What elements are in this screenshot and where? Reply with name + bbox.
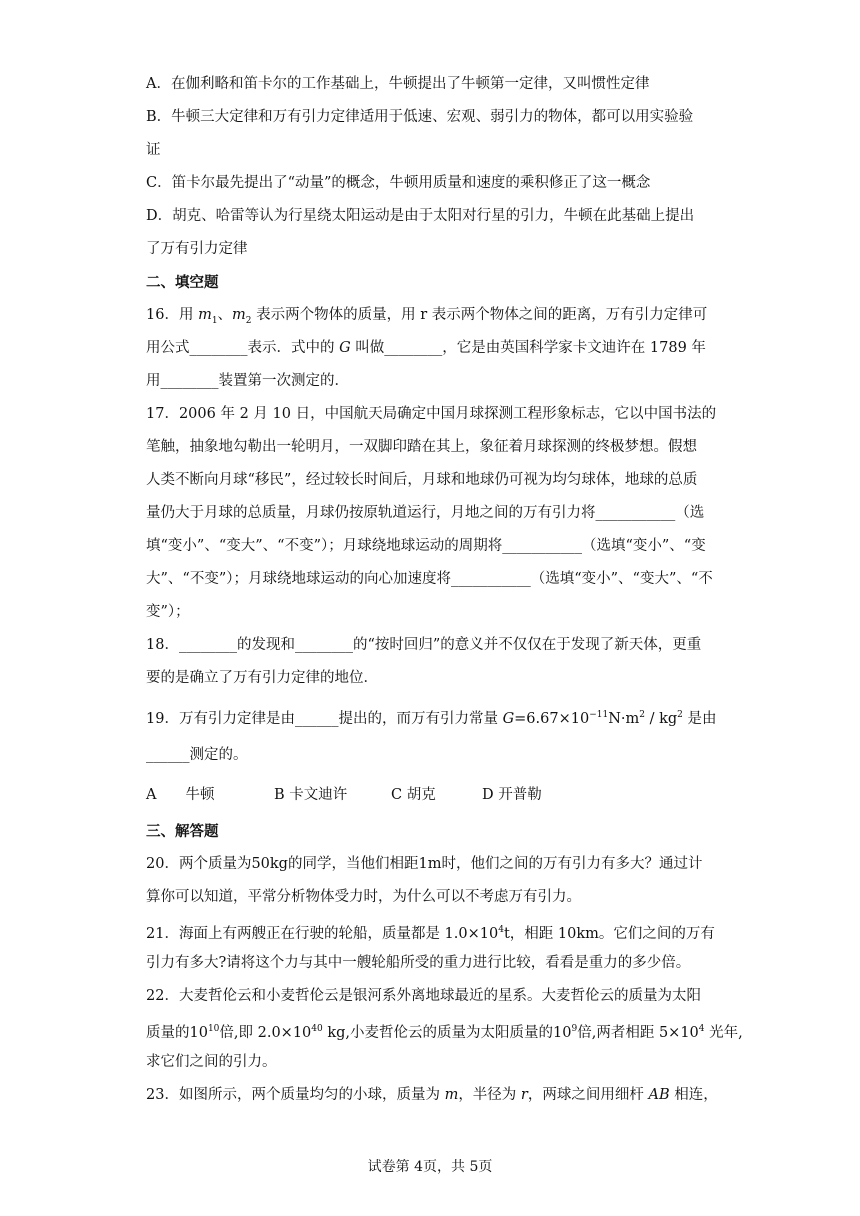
q17-line5: 填“变小”、“变大”、“不变”）；月球绕地球运动的周期将___________（选填“变小”、“变	[146, 538, 706, 554]
q19-options	[146, 775, 718, 815]
q16-line1: 16．用 $m_1$、$m_2$ 表示两个物体的质量，用 r 表示两个物体之间的距离，万有引力定律可	[146, 307, 708, 326]
page-footer: 试卷第 4页，共 5页	[367, 1159, 493, 1175]
section-heading-fill-in: 二、填空题	[146, 274, 219, 291]
q22-line1: 22．大麦哲伦云和小麦哲伦云是银河系外离地球最近的星系。大麦哲伦云的质量为太阳	[146, 988, 701, 1004]
q19-line2: ______测定的。	[146, 747, 248, 763]
q20-line2: 算你可以知道，平常分析物体受力时，为什么可以不考虑万有引力。	[146, 889, 581, 905]
q17-line1: 17．2006 年 2 月 10 日，中国航天局确定中国月球探测工程形象标志，它以中国书法的	[146, 406, 717, 422]
q17-line4: 量仍大于月球的总质量，月球仍按原轨道运行，月地之间的万有引力将___________（选	[146, 505, 705, 521]
q19-option-b: B 卡文迪许	[274, 787, 348, 803]
q22-line2: 质量的$10^{10}$倍,即 $2.0\times 10^{40}$ kg,小麦哲伦云的质量为太阳质量的$10^9$倍,两者相距 $5\times 10^4$ 光年,	[146, 1024, 743, 1041]
q17-line2: 笔触，抽象地勾勒出一轮明月，一双脚印踏在其上，象征着月球探测的终极梦想。假想	[146, 439, 697, 455]
q17-line6: 大”、“不变”）；月球绕地球运动的向心加速度将___________（选填“变小”、“变大”、“不	[146, 571, 713, 587]
q17-line7: 变”）；	[146, 604, 190, 620]
q20-line1: 20．两个质量为50kg的同学，当他们相距1m时，他们之间的万有引力有多大？通过计	[146, 856, 703, 872]
q17-line3: 人类不断向月球“移民”，经过较长时间后，月球和地球仍可视为均匀球体，地球的总质	[146, 472, 698, 488]
q19-option-c: C 胡克	[391, 787, 436, 803]
q16-line2: 用公式________表示．式中的 G 叫做________，它是由英国科学家卡文迪许在 1789 年	[146, 340, 706, 356]
q16-line3: 用________装置第一次测定的．	[146, 373, 349, 389]
q15-option-c: C．笛卡尔最先提出了“动量”的概念，牛顿用质量和速度的乘积修正了这一概念	[146, 175, 651, 191]
q19-option-d: D 开普勒	[482, 787, 542, 803]
page-content	[146, 68, 743, 1112]
q23-line1: 23．如图所示，两个质量均匀的小球，质量为 m，半径为 r，两球之间用细杆 AB 相连，	[146, 1087, 718, 1103]
q15-option-b-line1: B．牛顿三大定律和万有引力定律适用于低速、宏观、弱引力的物体，都可以用实验验	[146, 109, 694, 125]
q15-option-d-line1: D．胡克、哈雷等认为行星绕太阳运动是由于太阳对行星的引力，牛顿在此基础上提出	[146, 208, 695, 224]
q15-option-d-line2: 了万有引力定律	[146, 241, 248, 257]
q21-line2: 引力有多大?请将这个力与其中一艘轮船所受的重力进行比较，看看是重力的多少倍。	[146, 955, 691, 971]
q18-line2: 要的是确立了万有引力定律的地位．	[146, 670, 378, 686]
q19-option-a: A 牛顿	[146, 787, 215, 803]
section-heading-problems: 三、解答题	[146, 823, 219, 840]
q21-line1: 21．海面上有两艘正在行驶的轮船，质量都是 $1.0\times 10^4t$，相距 10km。它们之间的万有	[146, 925, 715, 942]
q19-line1: 19．万有引力定律是由______提出的，而万有引力常量 $G=6.67\times 10^{-11}N\cdot m^2 / kg^2$ 是由	[146, 710, 717, 727]
q18-line1: 18．________的发现和________的“按时回归”的意义并不仅仅在于发现了新天体，更重	[146, 637, 702, 653]
q15-option-b-line2: 证	[146, 142, 161, 158]
q22-line3: 求它们之间的引力。	[146, 1054, 277, 1070]
q15-option-a: A．在伽利略和笛卡尔的工作基础上，牛顿提出了牛顿第一定律，又叫惯性定律	[146, 76, 650, 92]
